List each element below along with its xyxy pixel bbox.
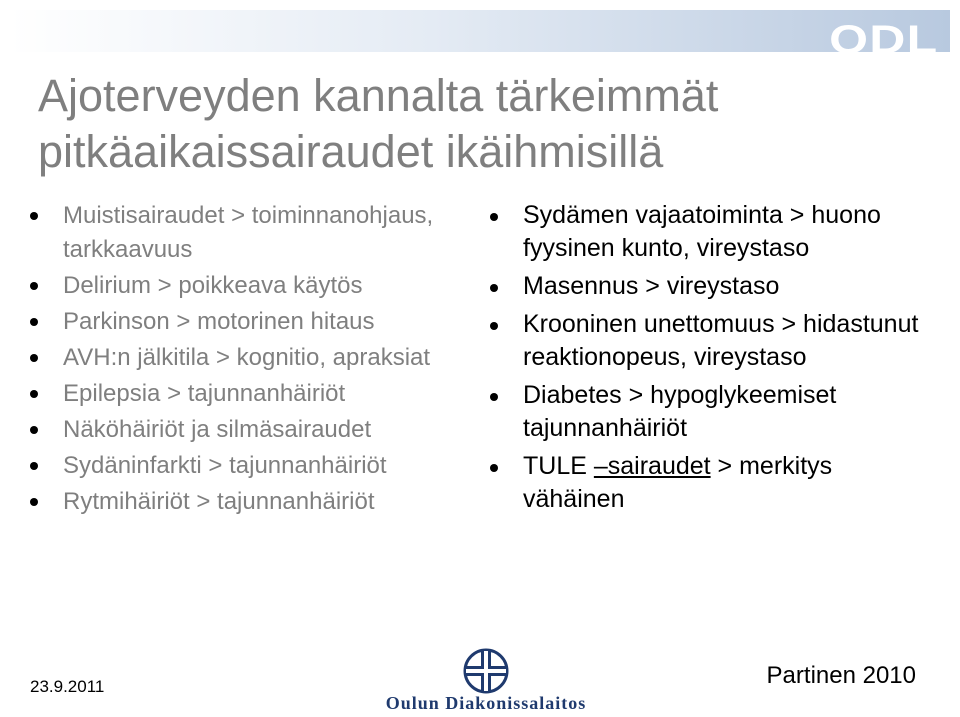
left-bullet-item: Parkinson > motorinen hitaus <box>30 305 470 339</box>
bullet-icon <box>30 212 38 220</box>
right-bullet-list <box>490 199 930 521</box>
slide-title <box>38 68 928 180</box>
right-bullet-item: Diabetes > hypoglykeemiset tajunnanhäiriöt <box>490 379 930 445</box>
bullet-icon <box>490 464 498 472</box>
title-line-1: Ajoterveyden kannalta tärkeimmät <box>38 70 719 121</box>
right-bullet-item: Krooninen unettomuus > hidastunut reaktionopeus, vireystaso <box>490 308 930 374</box>
right-bullet-item: Masennus > vireystaso <box>490 270 930 303</box>
bullet-icon <box>490 213 498 221</box>
bullet-icon <box>30 462 38 470</box>
left-bullet-item: Delirium > poikkeava käytös <box>30 269 470 303</box>
left-bullet-item: Sydäninfarkti > tajunnanhäiriöt <box>30 449 470 483</box>
bullet-icon <box>30 318 38 326</box>
left-bullet-item: Näköhäiriöt ja silmäsairaudet <box>30 413 470 447</box>
bullet-icon <box>30 426 38 434</box>
header-band <box>10 10 950 52</box>
odl-logo: ODL <box>828 18 938 62</box>
bullet-icon <box>490 284 498 292</box>
bullet-icon <box>30 354 38 362</box>
left-bullet-item: Muistisairaudet > toiminnanohjaus, tarkkaavuus <box>30 199 470 267</box>
bullet-icon <box>490 322 498 330</box>
footer-reference: Partinen 2010 <box>766 662 916 689</box>
bullet-icon <box>30 282 38 290</box>
organization-logo <box>350 648 622 714</box>
left-bullet-item: Rytmihäiriöt > tajunnanhäiriöt <box>30 485 470 519</box>
left-bullet-list <box>30 199 470 521</box>
bullet-icon <box>30 390 38 398</box>
cross-emblem-icon <box>458 648 514 694</box>
footer-date: 23.9.2011 <box>30 677 105 696</box>
right-bullet-item: TULE –sairaudet > merkitys vähäinen <box>490 450 930 516</box>
underlined-text: –sairaudet <box>593 452 711 480</box>
right-bullet-item: Sydämen vajaatoiminta > huono fyysinen kunto, vireystaso <box>490 199 930 265</box>
organization-name: Oulun Diakonissalaitos <box>385 693 587 713</box>
left-bullet-item: Epilepsia > tajunnanhäiriöt <box>30 377 470 411</box>
title-line-2: pitkäaikaissairaudet ikäihmisillä <box>38 126 664 177</box>
left-bullet-item: AVH:n jälkitila > kognitio, apraksiat <box>30 341 470 375</box>
bullet-icon <box>30 498 38 506</box>
bullet-icon <box>490 393 498 401</box>
